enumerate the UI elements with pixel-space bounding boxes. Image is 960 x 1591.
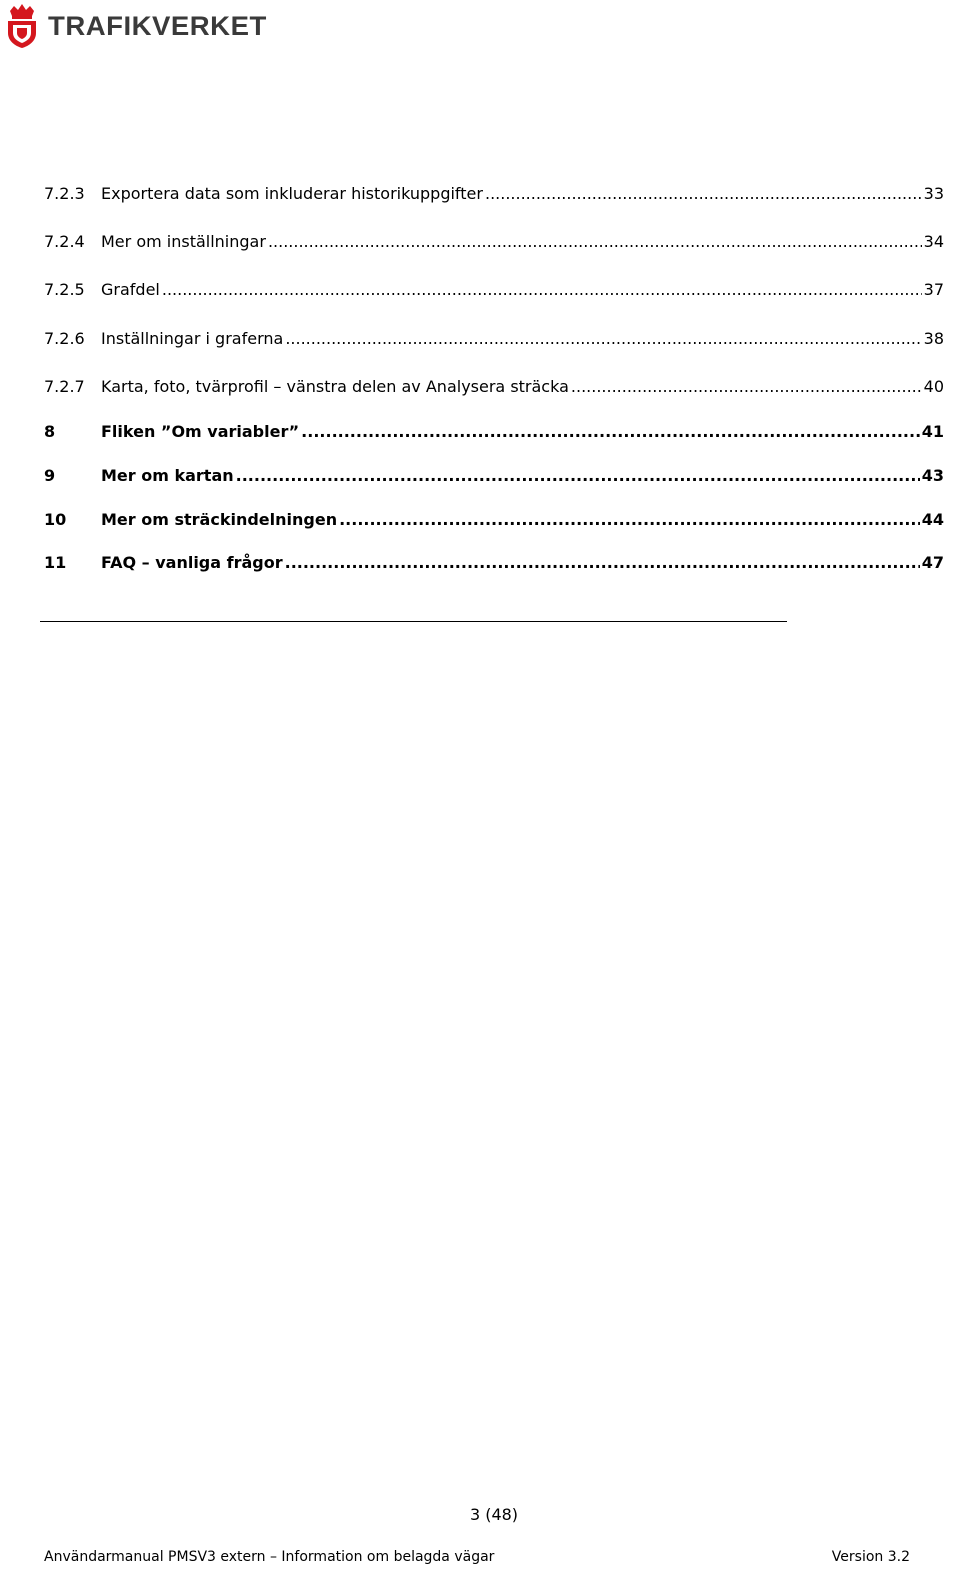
footer-document-title: Användarmanual PMSV3 extern – Information om belagda vägar <box>44 1549 495 1565</box>
toc-dot-leader <box>162 280 922 299</box>
toc-entry-title: Mer om sträckindelningen <box>101 510 338 529</box>
toc-entry[interactable] <box>44 466 944 490</box>
toc-entry-number: 7.2.7 <box>44 377 85 396</box>
toc-entry-title: Grafdel <box>101 280 160 299</box>
toc-entry[interactable] <box>44 280 944 304</box>
toc-entry[interactable] <box>44 184 944 208</box>
toc-entry[interactable] <box>44 329 944 353</box>
toc-entry[interactable] <box>44 510 944 534</box>
toc-entry-title: Mer om kartan <box>101 466 234 485</box>
toc-entry-page: 44 <box>921 510 944 529</box>
page-number: 3 (48) <box>469 1505 519 1524</box>
toc-entry-title: Mer om inställningar <box>101 232 266 251</box>
toc-entry-number: 7.2.5 <box>44 280 85 299</box>
toc-entry-title: Inställningar i graferna <box>101 329 284 348</box>
toc-entry-number: 10 <box>44 510 67 529</box>
toc-dot-leader <box>485 184 922 203</box>
crown-emblem-icon <box>4 3 40 49</box>
toc-dot-leader <box>268 232 922 251</box>
toc-dot-leader <box>339 510 920 529</box>
toc-entry-page: 40 <box>923 377 944 396</box>
toc-entry-title: FAQ – vanliga frågor <box>101 553 283 572</box>
toc-entry-page: 33 <box>923 184 944 203</box>
footer-version: Version 3.2 <box>831 1549 910 1565</box>
toc-entry[interactable] <box>44 422 944 446</box>
toc-dot-leader <box>571 377 922 396</box>
toc-entry-number: 11 <box>44 553 67 572</box>
toc-entry-number: 7.2.4 <box>44 232 85 251</box>
toc-entry-page: 41 <box>921 422 944 441</box>
toc-entry-page: 34 <box>923 232 944 251</box>
toc-entry-page: 38 <box>923 329 944 348</box>
toc-entry[interactable] <box>44 553 944 577</box>
toc-entry[interactable] <box>44 232 944 256</box>
toc-entry-title: Karta, foto, tvärprofil – vänstra delen av Analysera sträcka <box>101 377 569 396</box>
toc-dot-leader <box>285 553 920 572</box>
toc-dot-leader <box>236 466 920 485</box>
toc-entry-number: 9 <box>44 466 56 485</box>
logo-wordmark: TRAFIKVERKET <box>48 10 267 41</box>
section-divider <box>40 621 787 622</box>
toc-entry[interactable] <box>44 377 944 401</box>
toc-entry-number: 7.2.3 <box>44 184 85 203</box>
toc-entry-page: 47 <box>921 553 944 572</box>
toc-dot-leader <box>285 329 921 348</box>
toc-entry-page: 43 <box>921 466 944 485</box>
toc-entry-number: 7.2.6 <box>44 329 85 348</box>
toc-entry-page: 37 <box>923 280 944 299</box>
toc-entry-number: 8 <box>44 422 56 441</box>
toc-entry-title: Exportera data som inkluderar historikuppgifter <box>101 184 483 203</box>
toc-dot-leader <box>301 422 920 441</box>
toc-entry-title: Fliken ”Om variabler” <box>101 422 300 441</box>
trafikverket-logo <box>4 2 267 50</box>
